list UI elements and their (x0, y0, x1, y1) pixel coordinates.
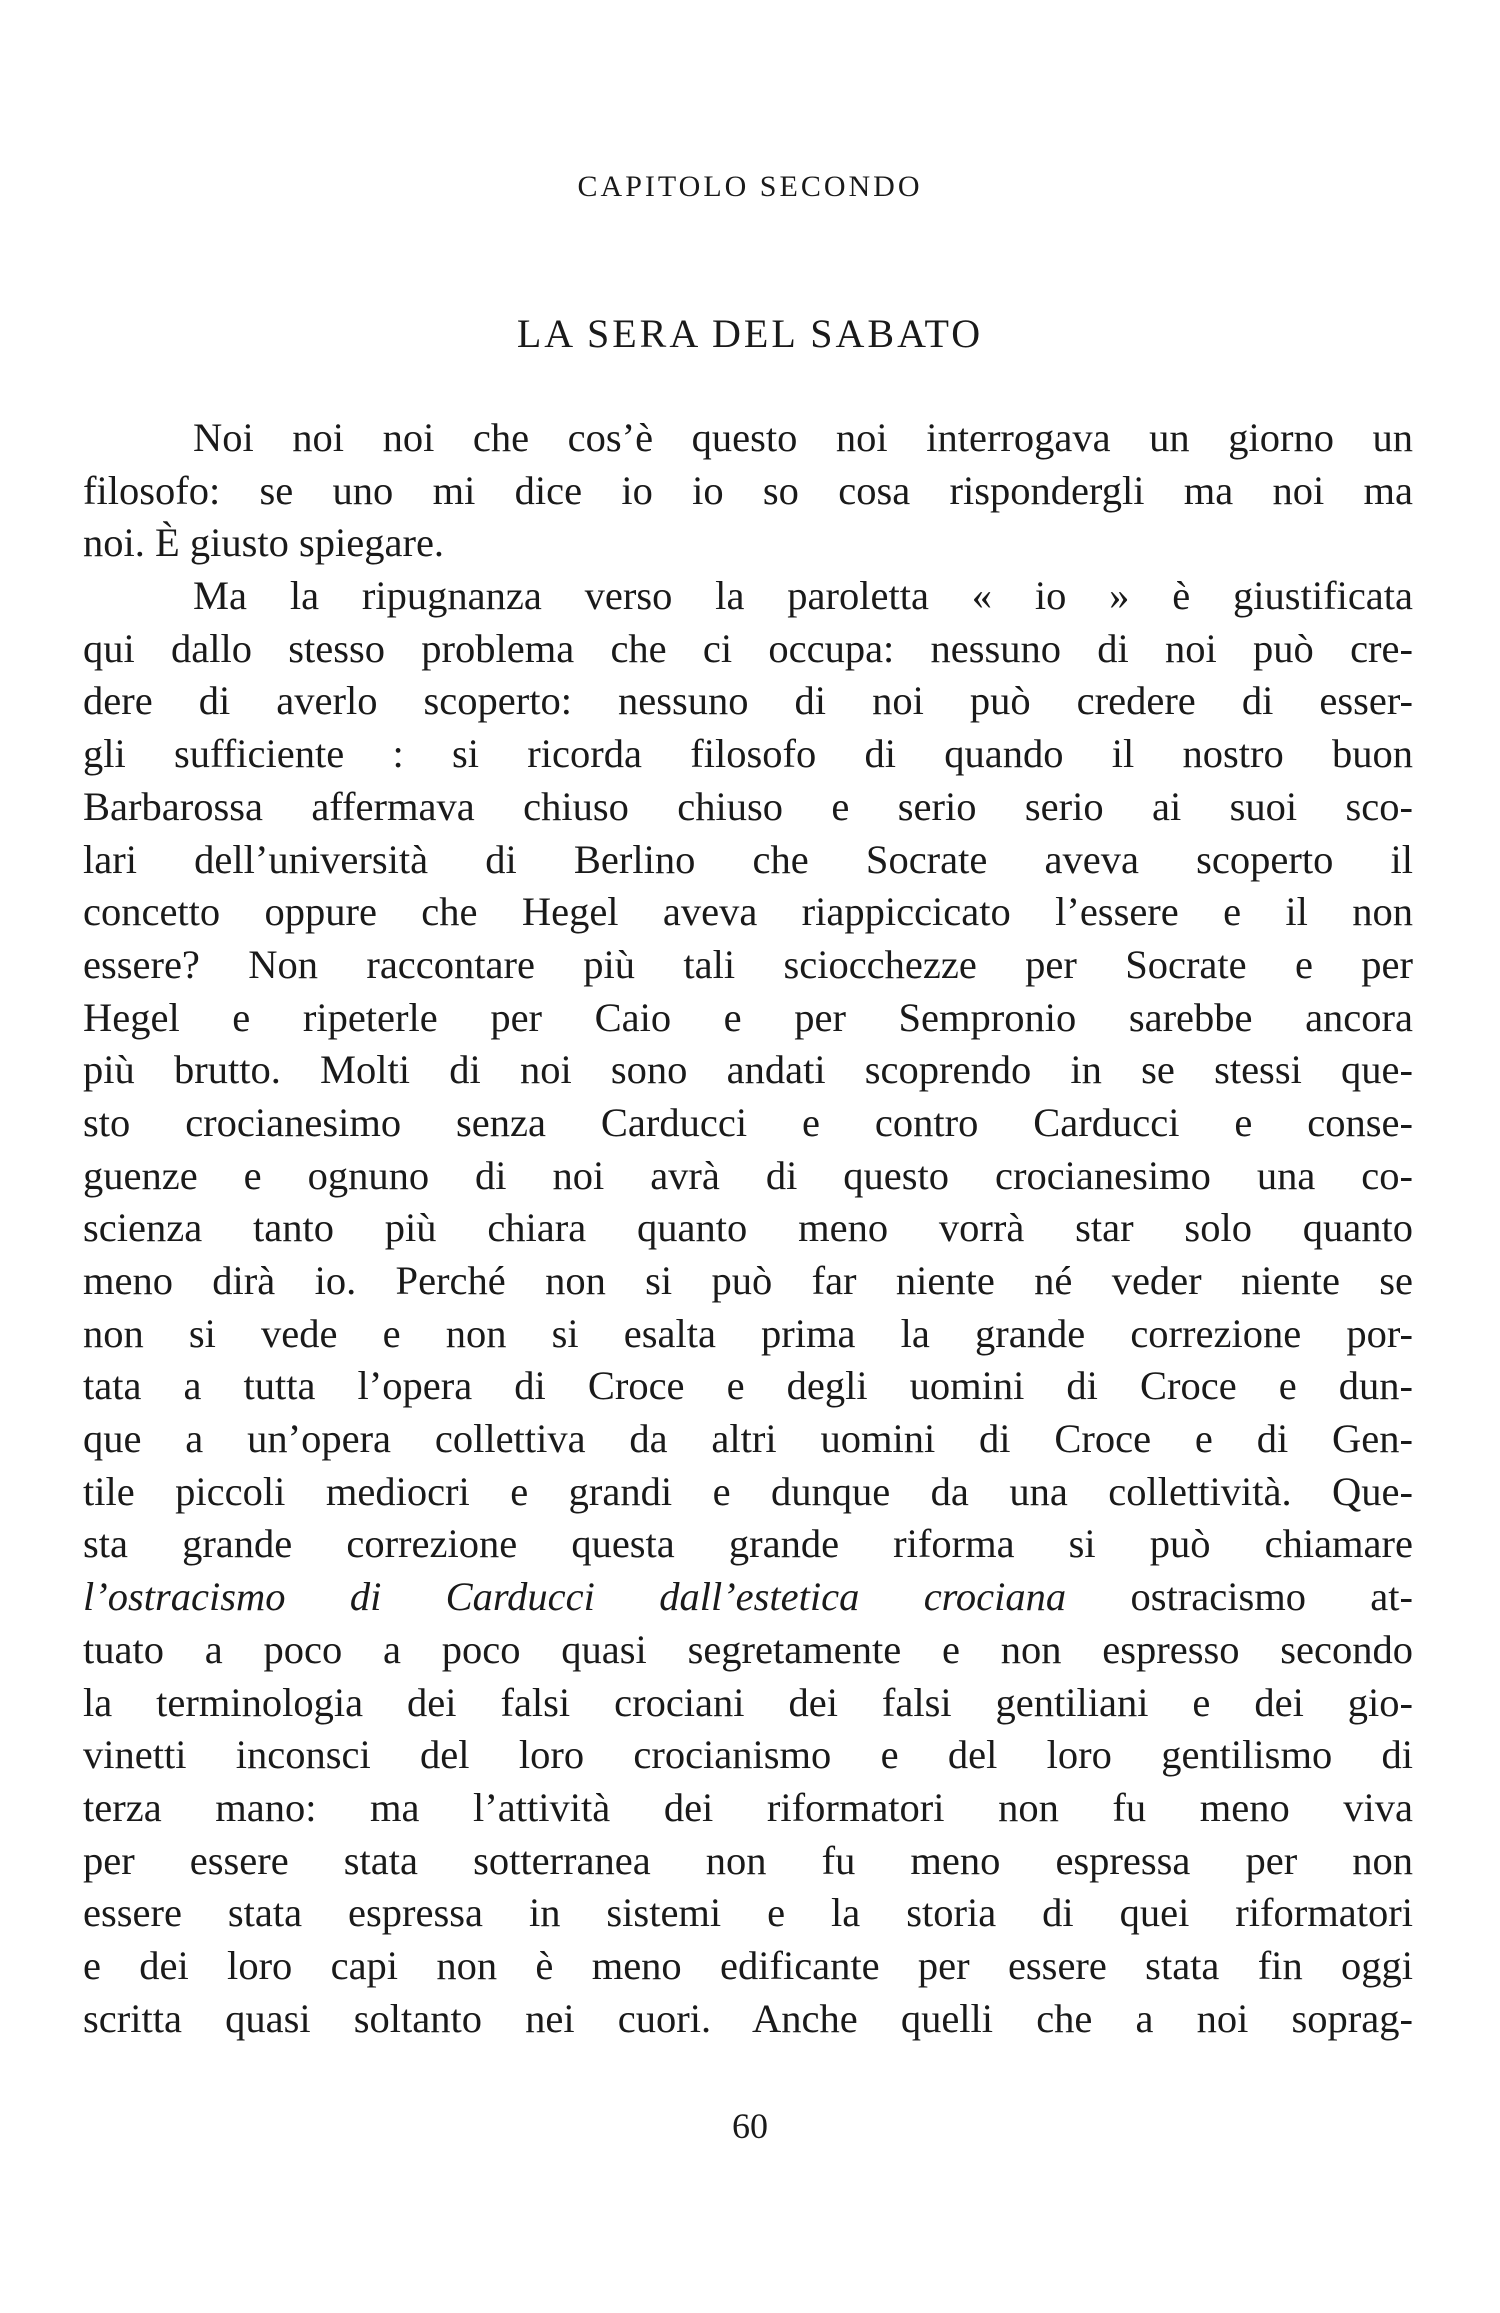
body-text (83, 412, 1413, 2045)
text-line: tata a tutta l’opera di Croce e degli uomini di Croce e dun- (83, 1363, 1413, 1409)
text-line: terza mano: ma l’attività dei riformatori non fu meno viva (83, 1784, 1413, 1830)
text-line: Ma la ripugnanza verso la paroletta « io » è giustificata (193, 573, 1413, 619)
text-line: dere di averlo scoperto: nessuno di noi può credere di esser- (83, 678, 1413, 724)
text-line: qui dallo stesso problema che ci occupa: nessuno di noi può cre- (83, 625, 1413, 671)
text-line: scienza tanto più chiara quanto meno vorrà star solo quanto (83, 1205, 1413, 1251)
text-line: concetto oppure che Hegel aveva riappiccicato l’essere e il non (83, 889, 1413, 935)
text-line: gli sufficiente : si ricorda filosofo di quando il nostro buon (83, 731, 1413, 777)
text-line: tile piccoli mediocri e grandi e dunque da una collettività. Que- (83, 1468, 1413, 1514)
text-line: Noi noi noi che cos’è questo noi interrogava un giorno un (193, 415, 1413, 460)
text-line: per essere stata sotterranea non fu meno espressa per non (83, 1837, 1413, 1883)
text-line-italic (83, 1571, 1413, 1624)
chapter-label: CAPITOLO SECONDO (577, 170, 923, 203)
text-line: vinetti inconsci del loro crocianismo e del loro gentilismo di (83, 1732, 1413, 1778)
text-line: sta grande correzione questa grande riforma si può chiamare (83, 1521, 1413, 1567)
text-line: la terminologia dei falsi crociani dei falsi gentiliani e dei gio- (83, 1679, 1413, 1725)
text-line: più brutto. Molti di noi sono andati scoprendo in se stessi que- (83, 1047, 1413, 1093)
chapter-title: LA SERA DEL SABATO (516, 311, 984, 356)
text-line: Hegel e ripeterle per Caio e per Sempronio sarebbe ancora (83, 994, 1413, 1040)
text-line: tuato a poco a poco quasi segretamente e non espresso secondo (83, 1626, 1413, 1672)
text-line: sto crocianesimo senza Carducci e contro Carducci e conse- (83, 1099, 1413, 1145)
italic-phrase: l’ostracismo di Carducci dall’estetica crociana (83, 1574, 1067, 1620)
text-line: noi. È giusto spiegare. (83, 520, 445, 566)
text-line: guenze e ognuno di noi avrà di questo crocianesimo una co- (83, 1152, 1413, 1198)
text-line: essere? Non raccontare più tali sciocchezze per Socrate e per (83, 941, 1413, 987)
text-line: filosofo: se uno mi dice io io so cosa rispondergli ma noi ma (83, 467, 1413, 513)
text-line: e dei loro capi non è meno edificante per essere stata fin oggi (83, 1942, 1413, 1988)
text-line: meno dirà io. Perché non si può far niente né veder niente se (83, 1258, 1413, 1303)
page-number: 60 (732, 2106, 768, 2146)
italic-line-rest: ostracismo at- (1066, 1574, 1413, 1620)
text-line: que a un’opera collettiva da altri uomini di Croce e di Gen- (83, 1416, 1413, 1462)
text-line: lari dell’università di Berlino che Socrate aveva scoperto il (83, 836, 1413, 882)
text-line: scritta quasi soltanto nei cuori. Anche quelli che a noi soprag- (83, 1995, 1413, 2041)
text-line: non si vede e non si esalta prima la grande correzione por- (83, 1310, 1413, 1356)
text-line: Barbarossa affermava chiuso chiuso e serio serio ai suoi sco- (83, 783, 1413, 829)
text-line: essere stata espressa in sistemi e la storia di quei riformatori (83, 1890, 1413, 1936)
